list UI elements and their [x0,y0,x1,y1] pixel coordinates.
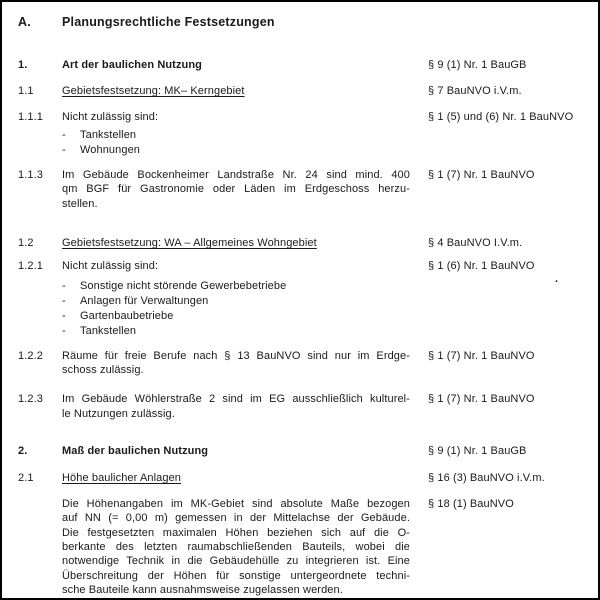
clause-row-1-2-3 [18,392,590,421]
list-item-text: Anlagen für Verwaltungen [80,294,209,307]
clause-number: 1.1 [18,85,34,97]
legal-reference-line: § 18 (1) BauNVO [428,498,514,511]
legal-reference-line: § 1 (7) Nr. 1 BauNVO [428,169,535,181]
text-line: berkante des letzten raumabschließenden Bauteils, wobei die [62,540,410,553]
legal-reference [428,471,590,486]
list-item-text: Sonstige nicht störende Gewerbebetriebe [80,279,287,292]
clause-body [62,444,410,459]
text-line: Im Gebäude Wöhlerstraße 2 sind im EG ausschließlich kulturel- [62,393,410,406]
clause-row-1 [18,58,590,73]
clause-row-para [18,497,590,597]
text-line: schoss zulässig. [62,364,144,377]
legal-reference [428,168,590,183]
clause-body [62,128,410,158]
list-dash-icon: - [62,144,66,156]
text-line: Art der baulichen Nutzung [62,59,202,71]
clause-body [62,471,410,486]
legal-reference [428,497,590,512]
clause-row-1-1-3 [18,168,590,211]
legal-reference [428,392,590,407]
clause-row-list [18,128,590,158]
clause-row-2 [18,444,590,459]
clause-row-1-1 [18,84,590,99]
list-dash-icon: - [62,279,66,292]
clause-number: 1. [18,59,28,71]
list-item-text: Tankstellen [80,324,137,337]
list-item [62,128,410,143]
legal-reference [428,58,590,73]
clause-number: 2.1 [18,472,34,485]
page-title: Planungsrechtliche Festsetzungen [62,15,275,29]
legal-reference [428,259,590,274]
list-dash-icon: - [62,129,66,141]
heading-section-letter: A. [18,15,31,29]
list-item-text: Gartenbaubetriebe [80,309,174,322]
text-line: Im Gebäude Bockenheimer Landstraße Nr. 24 sind mind. 400 [62,169,410,181]
text-line: notwendige Technik in die Gebäudehülle zu integrieren ist. Eine [62,555,410,568]
clause-body [62,110,410,125]
list-dash-icon: - [62,324,66,337]
legal-reference [428,236,590,251]
text-line: Überschreitung der Höhen für sonstige untergeordnete techni- [62,569,410,582]
legal-reference-line: § 7 BauNVO i.V.m. [428,85,522,97]
legal-reference-line: § 1 (7) Nr. 1 BauNVO [428,393,535,406]
legal-reference-line: § 16 (3) BauNVO i.V.m. [428,472,545,485]
clause-body [62,84,410,99]
text-line: Nicht zulässig sind: [62,111,159,123]
clause-number: 1.1.3 [18,169,43,181]
text-line: Gebietsfestsetzung: WA – Allgemeines Wohngebiet [62,236,317,249]
legal-reference-line: § 4 BauNVO I.V.m. [428,236,523,249]
list-item [62,324,410,339]
list-item [62,309,410,324]
list-item [62,279,410,294]
clause-number: 1.2 [18,236,34,249]
list-item-text: Tankstellen [80,129,137,141]
clause-row-1-1-1 [18,110,590,125]
legal-reference [428,349,590,364]
clause-row-2-1 [18,471,590,486]
text-line: stellen. [62,197,98,210]
legal-reference-line: § 1 (5) und (6) Nr. 1 BauNVO [428,111,574,123]
text-line: sche Bauteile kann ausnahmsweise zugelassen werden. [62,583,343,596]
text-line: Gebietsfestsetzung: MK– Kerngebiet [62,85,245,97]
clause-body [62,349,410,378]
legal-reference-line: § 1 (6) Nr. 1 BauNVO [428,259,535,272]
legal-reference [428,110,590,125]
list-dash-icon: - [62,294,66,307]
clauses-container [18,58,590,597]
clause-body [62,392,410,421]
clause-row-list [18,279,590,339]
clause-body [62,236,410,251]
list-item [62,294,410,309]
clause-row-1-2-1 [18,259,590,274]
clause-row-1-2-2 [18,349,590,378]
clause-number: 1.1.1 [18,111,43,123]
text-line: le Nutzungen zulässig. [62,407,175,420]
clause-body [62,279,410,339]
clause-body [62,497,410,597]
text-line: Die festgesetzten maximalen Höhen beziehen sich auf die O- [62,526,410,539]
list-dash-icon: - [62,309,66,322]
legal-reference [428,444,590,459]
scan-artifact-dot: . [555,273,559,285]
clause-number: 2. [18,445,28,458]
text-line: auf NN (= 0,00 m) gemessen in der Mittelachse der Gebäude. [62,512,410,525]
text-line: Die Höhenangaben im MK-Gebiet sind absolute Maße bezogen [62,498,410,511]
legal-reference-line: § 9 (1) Nr. 1 BauGB [428,59,527,71]
list-item [62,143,410,158]
clause-body [62,259,410,274]
clause-row-1-2 [18,236,590,251]
text-line: Nicht zulässig sind: [62,259,159,272]
document-heading [18,15,590,30]
list-item-text: Wohnungen [80,144,141,156]
text-line: Maß der baulichen Nutzung [62,445,209,458]
clause-number: 1.2.3 [18,393,43,406]
legal-reference-line: § 1 (7) Nr. 1 BauNVO [428,349,535,362]
legal-reference [428,84,590,99]
clause-body [62,168,410,211]
clause-body [62,58,410,73]
clause-number: 1.2.1 [18,259,43,272]
legal-reference-line: § 9 (1) Nr. 1 BauGB [428,445,527,458]
text-line: Höhe baulicher Anlagen [62,472,182,485]
text-line: Räume für freie Berufe nach § 13 BauNVO sind nur im Erdge- [62,349,410,362]
text-line: qm BGF für Gastronomie oder Läden im Erdgeschoss herzu- [62,183,410,196]
clause-number: 1.2.2 [18,349,43,362]
